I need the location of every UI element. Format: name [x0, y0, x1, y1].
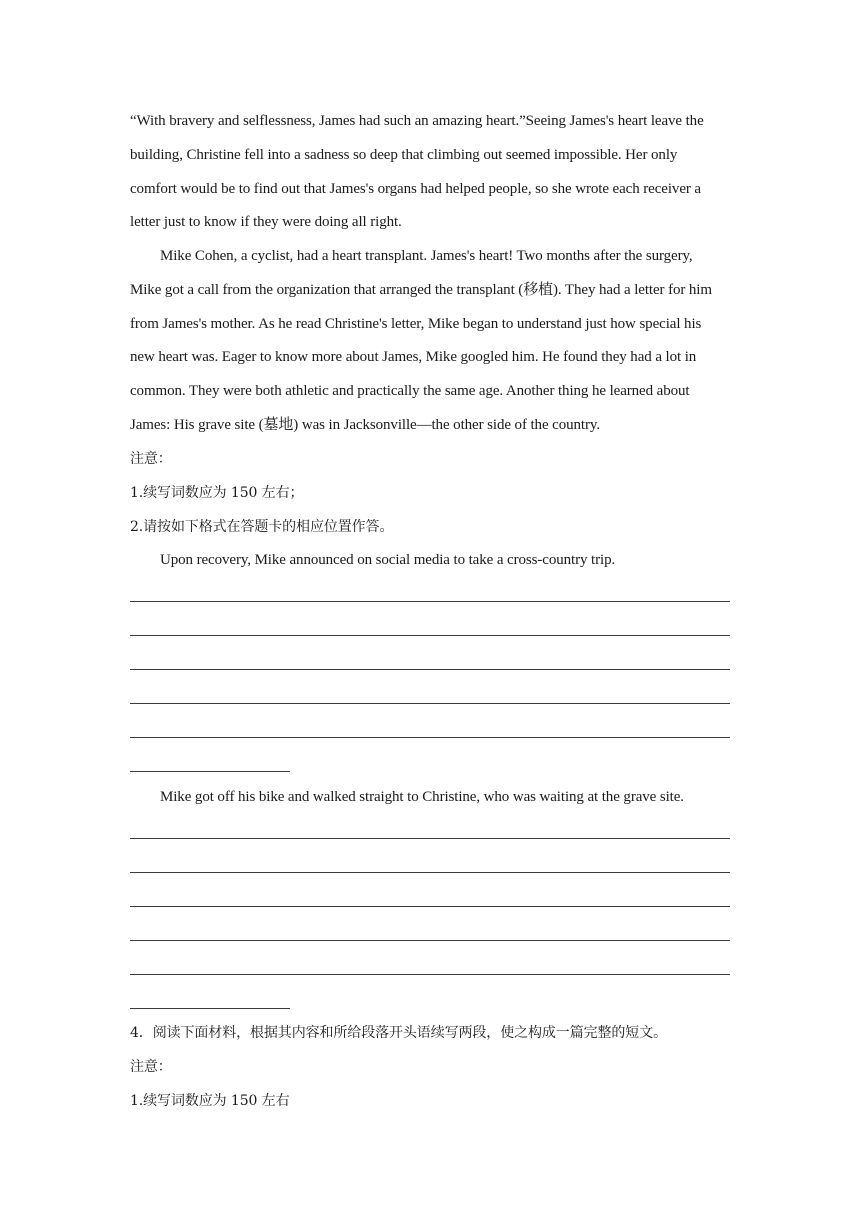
question-4-section: [130, 1017, 730, 1118]
note-item-1: 1.续写词数应为 150 左右；: [130, 484, 304, 501]
prompt-2-text: Mike got off his bike and walked straight to Christine, who was waiting at the grave site.: [160, 789, 684, 805]
answer-line: [130, 940, 730, 941]
question-4-instruction: 4．阅读下面材料，根据其内容和所给段落开头语续写两段，使之构成一篇完整的短文。: [130, 1025, 668, 1041]
answer-line: [130, 872, 730, 873]
continuation-prompt-1: [130, 544, 730, 578]
paragraph-2-line-6: James: His grave site (墓地) was in Jacksonville—the other side of the country.: [130, 416, 600, 433]
answer-line-short: [130, 771, 290, 772]
paragraph-2-line-2: Mike got a call from the organization that arranged the transplant (移植). They had a letter for him: [130, 281, 712, 298]
story-paragraph-2: [130, 240, 730, 443]
note-item-2: 2.请按如下格式在答题卡的相应位置作答。: [130, 518, 394, 535]
question-4-note-item-1: 1.续写词数应为 150 左右: [130, 1092, 290, 1109]
answer-line: [130, 906, 730, 907]
prompt-1-text: Upon recovery, Mike announced on social media to take a cross-country trip.: [160, 552, 616, 568]
notes-section: [130, 443, 730, 544]
paragraph-1-line-2: building, Christine fell into a sadness so deep that climbing out seemed impossible. Her only: [130, 146, 678, 163]
paragraph-2-line-5: common. They were both athletic and practically the same age. Another thing he learned about: [130, 383, 690, 400]
paragraph-1-line-4: letter just to know if they were doing all right.: [130, 214, 402, 231]
note-label: 注意：: [130, 451, 172, 467]
answer-line: [130, 669, 730, 670]
answer-line: [130, 737, 730, 738]
story-paragraph-1: [130, 105, 730, 240]
paragraph-2-line-1: Mike Cohen, a cyclist, had a heart transplant. James's heart! Two months after the surgery,: [160, 248, 693, 264]
answer-line: [130, 601, 730, 602]
question-4-note-label: 注意：: [130, 1058, 172, 1075]
answer-line: [130, 635, 730, 636]
continuation-prompt-2: [130, 781, 730, 815]
answer-line-short: [130, 1008, 290, 1009]
paragraph-1-line-1: “With bravery and selflessness, James had such an amazing heart.”Seeing James's heart leave the: [130, 113, 704, 129]
answer-line: [130, 974, 730, 975]
paragraph-2-line-3: from James's mother. As he read Christine's letter, Mike began to understand just how special his: [130, 315, 702, 332]
answer-line: [130, 703, 730, 704]
paragraph-1-line-3: comfort would be to find out that James's organs had helped people, so she wrote each receiver a: [130, 180, 701, 197]
answer-line: [130, 838, 730, 839]
paragraph-2-line-4: new heart was. Eager to know more about James, Mike googled him. He found they had a lot in: [130, 349, 697, 366]
